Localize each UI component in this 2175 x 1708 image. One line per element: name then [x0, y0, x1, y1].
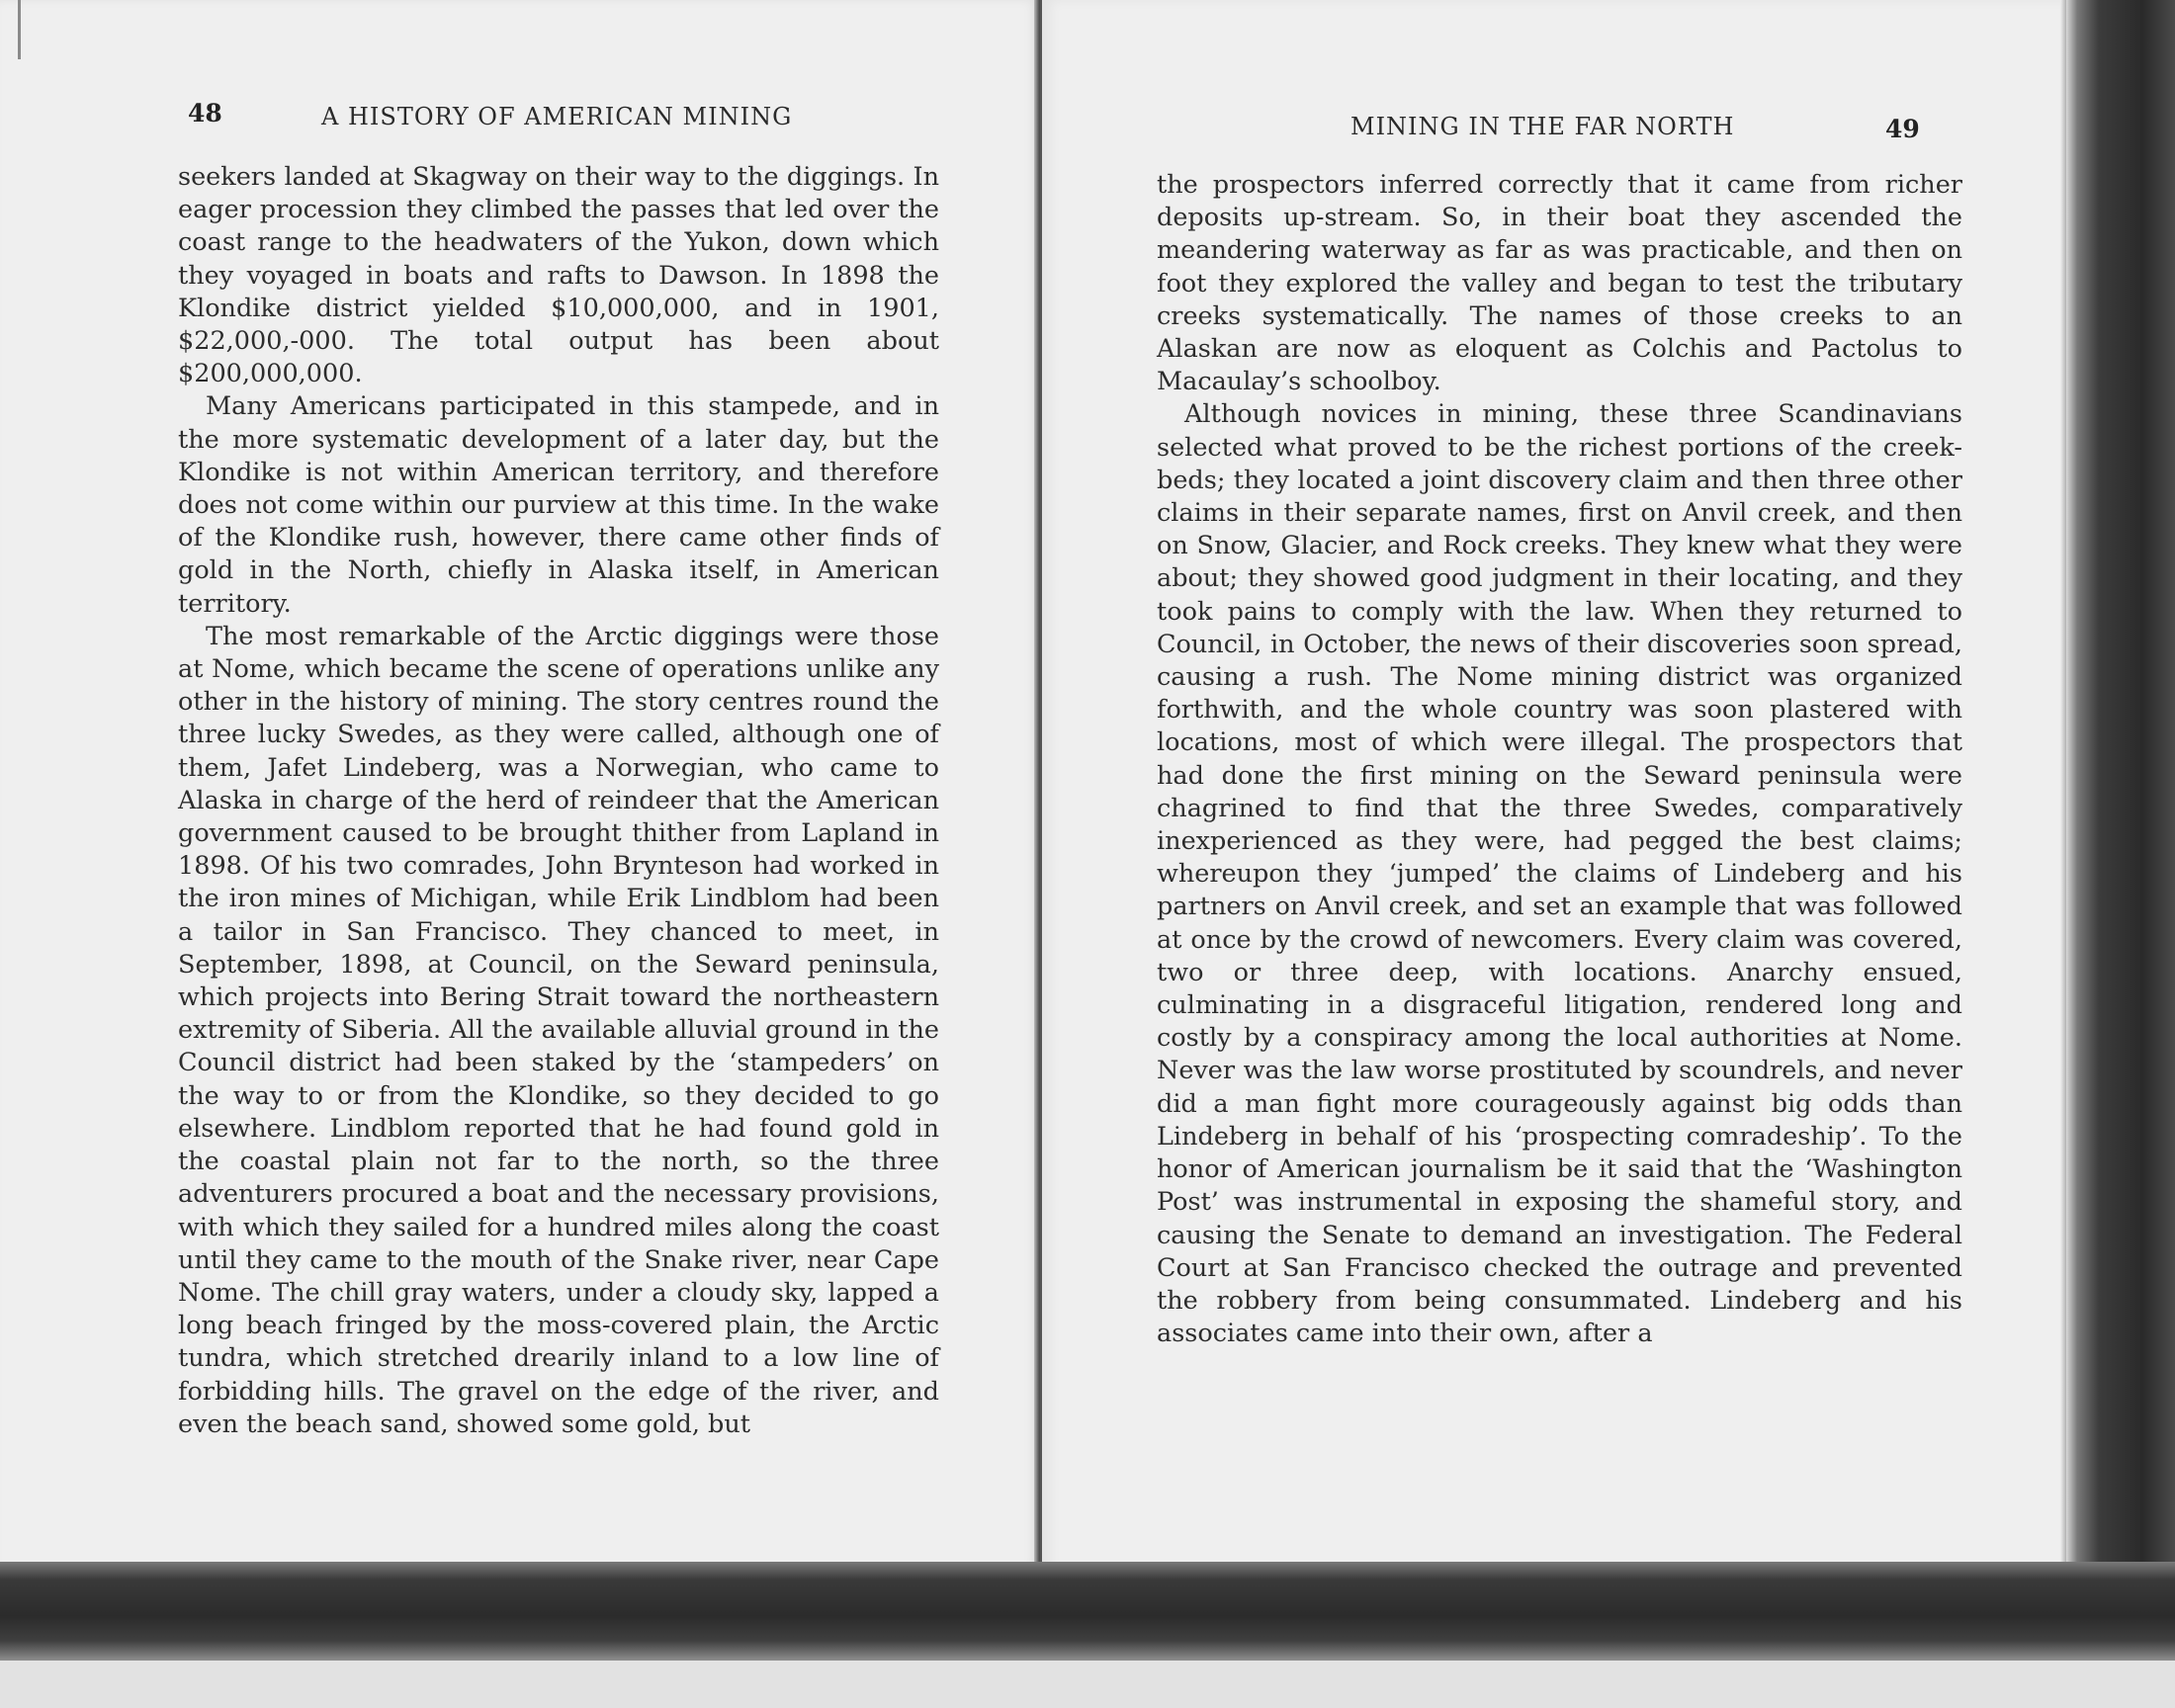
paragraph: The most remarkable of the Arctic diggings were those at Nome, which became the scene of operations unlike any other in the history of mining. The story centres round the three lucky Swedes, as they were called, although one of them, Jafet Lindeberg, was a Norwegian, who came to Alaska in charge of the herd of reindeer that the American government caused to be brought thither from Lapland in 1898. Of his two comrades, John Brynteson had worked in the iron mines of Michigan, while Erik Lindblom had been a tailor in San Francisco. They chanced to meet, in September, 1898, at Council, on the Seward peninsula, which projects into Bering Strait toward the northeastern extremity of Siberia. All the available alluvial ground in the Council district had been staked by the ‘stampeders’ on the way to or from the Klondike, so they decided to go elsewhere. Lindblom reported that he had found gold in the coastal plain not far to the north, so the three adventurers procured a boat and the necessary provisions, with which they sailed for a hundred miles along the coast until they came to the mouth of the Snake river, near Cape Nome. The chill gray waters, under a cloudy sky, lapped a long beach fringed by the moss-covered plain, the Arctic tundra, which stretched drearily inland to a low line of forbidding hills. The gravel on the edge of the river, and even the beach sand, showed some gold, but [178, 621, 939, 1439]
paragraph: Although novices in mining, these three Scandinavians selected what proved to be the richest portions of the creek-beds; they located a joint discovery claim and then three other claims in their separate names, first on Anvil creek, and then on Snow, Glacier, and Rock creeks. They knew what they were about; they showed good judgment in their locating, and they took pains to comply with the law. When they returned to Council, in October, the news of their discoveries soon spread, causing a rush. The Nome mining district was organized forthwith, and the whole country was soon plastered with locations, most of which were illegal. The prospectors that had done the first mining on the Seward peninsula were chagrined to find that the three Swedes, comparatively inexperienced as they were, had pegged the best claims; whereupon they ‘jumped’ the claims of Lindeberg and his partners on Anvil creek, and set an example that was followed at once by the crowd of newcomers. Every claim was covered, two or three deep, with locations. Anarchy ensued, culminating in a disgraceful litigation, rendered long and costly by a conspiracy among the local authorities at Nome. Never was the law worse prostituted by scoundrels, and never did a man fight more courageously against big odds than Lindeberg in behalf of his ‘prospecting comradeship’. To the honor of American journalism be it said that the ‘Washington Post’ was instrumental in exposing the shameful story, and causing the Senate to demand an investigation. The Federal Court at San Francisco checked the outrage and prevented the robbery from being consummated. Lindeberg and his associates came into their own, after a [1157, 399, 1962, 1349]
right-text-block [1157, 169, 1962, 1350]
running-head: A HISTORY OF AMERICAN MINING [321, 103, 793, 130]
paragraph: Many Americans participated in this stampede, and in the more systematic development of a later day, but the Klondike is not within American territory, and therefore does not come within our purview at this time. In the wake of the Klondike rush, however, there came other finds of gold in the North, chiefly in Alaska itself, in American territory. [178, 391, 939, 619]
page-number: 49 [1885, 115, 1920, 143]
book-cover-edge [2066, 0, 2175, 1581]
running-head: MINING IN THE FAR NORTH [1350, 113, 1735, 140]
left-page [0, 0, 1040, 1572]
page-edge-mark [18, 0, 21, 59]
left-text-block [178, 161, 939, 1441]
paragraph: seekers landed at Skagway on their way to the diggings. In eager procession they climbed the passes that led over the coast range to the headwaters of the Yukon, down which they voyaged in boats and rafts to Dawson. In 1898 the Klondike district yielded $10,000,000, and in 1901, $22,000,-000. The total output has been about $200,000,000. [178, 162, 939, 389]
right-page [1040, 0, 2078, 1572]
page-number: 48 [188, 99, 222, 128]
paragraph: the prospectors inferred correctly that it came from richer deposits up-stream. So, in their boat they ascended the meandering waterway as far as was practicable, and then on foot they explored the valley and began to test the tributary creeks systematically. The names of those creeks to an Alaskan are now as eloquent as Colchis and Pactolus to Macaulay’s schoolboy. [1157, 170, 1962, 397]
scanner-bed [0, 1661, 2175, 1708]
book-bottom-edge [0, 1562, 2175, 1661]
